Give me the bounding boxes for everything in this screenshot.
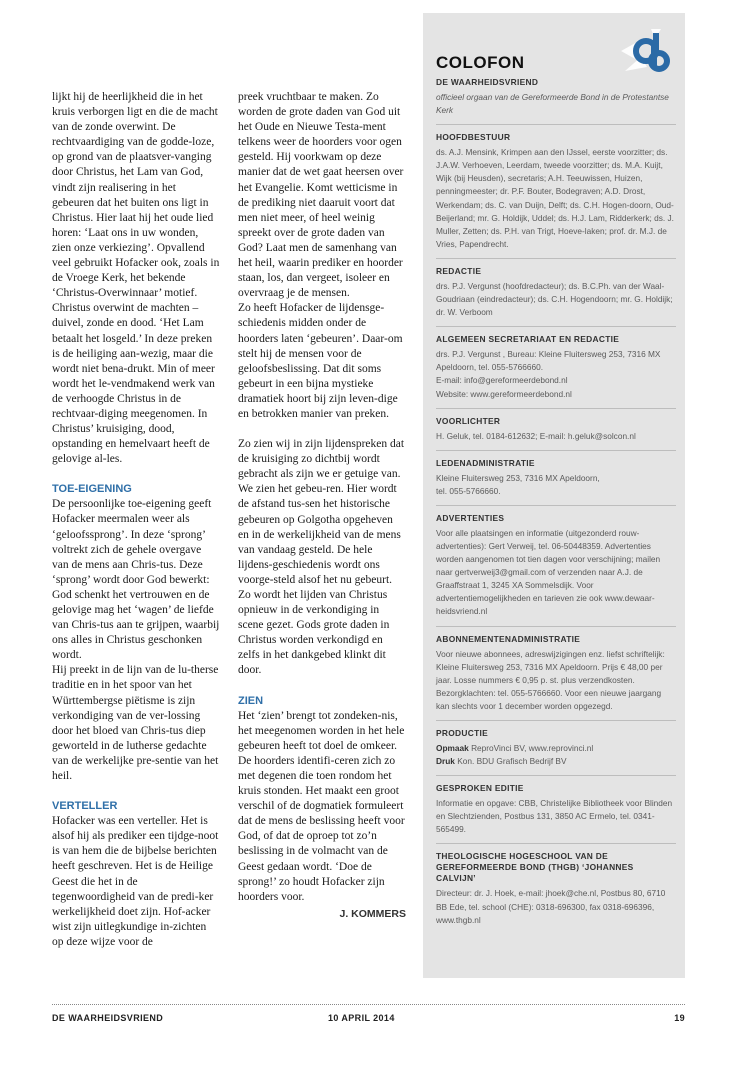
colofon-section-heading: ABONNEMENTENADMINISTRATIE	[436, 633, 581, 644]
article-column-2	[238, 90, 406, 922]
colofon-section	[436, 783, 676, 844]
colofon-section	[436, 416, 676, 451]
colofon-section-heading: THEOLOGISCHE HOGESCHOOL VAN DE GEREFORMEERDE BOND (THGB) ‘JOHANNES CALVIJN’	[436, 851, 634, 884]
colofon-line: Website: www.gereformeerdebond.nl	[436, 388, 572, 399]
colofon-section-heading: HOOFDBESTUUR	[436, 132, 511, 143]
colofon-section	[436, 851, 676, 933]
colofon-label: Opmaak	[436, 743, 469, 753]
article-column-1	[52, 90, 220, 950]
colofon-line: officieel orgaan van de Gereformeerde Bond in de Protestantse Kerk	[436, 92, 669, 116]
colofon-value: Kon. BDU Grafisch Bedrijf BV	[457, 756, 567, 767]
colofon-line: Directeur: dr. J. Hoek, e-mail: jhoek@che.nl, Postbus 80, 6710 BB Ede, tel. school (CHE): 0318-696300, fax 0318-696396, www.thgb.nl	[436, 888, 666, 925]
page-footer	[52, 1004, 685, 1023]
colofon-line: Voor alle plaatsingen en informatie (uitgezonderd rouw-advertenties): Gert Verweij, tel. 06-50448359. Advertenties worden aangenomen tot tien dagen voor verschijning; mailen naar gertverweij3@gmail.com of verzenden naar A.J. de Graaffstraat 1, 3245 XA Sommelsdijk. Voor advertentiemogelijkheden en tarieven zie ook www.dewaar-heidsvriend.nl	[436, 527, 661, 617]
paragraph: preek vruchtbaar te maken. Zo worden de grote daden van God uit het Oude en Nieuwe Testa-ment telkens weer de hoorders voor ogen gesteld. Hij voorkwam op deze manier dat de wet gaat heersen over het Evangelie. Komt wetticisme in de prediking niet daaruit voort dat men niet meer, of heel weinig spreekt over de grote daden van God? Laat men de samenhang van het heil, waarin prediker en hoorder staan, los, dan vergeet, isoleer en overvraag je de mensen.	[238, 91, 404, 300]
paragraph: Hofacker was een verteller. Het is alsof hij als prediker een tijdge-noot is van hem die de bijbelse berichten heeft geschreven. Het is de Heilige Geest die het in de tegenwoordigheid van de predi-ker werkelijkheid doet zijn. Hof-acker wist zijn uitlegkundige in-zichten op deze wijze voor de	[52, 815, 219, 948]
colofon-section	[436, 458, 676, 506]
paragraph: Het ‘zien’ brengt tot zondeken-nis, het meegenomen worden in het hele gebeuren heeft tot doel de omkeer. De hoorders identifi-ceren zich zo met degenen die toen rondom het kruis stonden. Het maakt een groot verschil of de dogmatiek formuleert dat de mens de beslissing heeft voor God, of dat de oproep tot zo’n beslissing in de volmacht van de Geest gedaan wordt. ‘Doe de sprong!’ zo houdt Hofacker zijn hoorders voor.	[238, 709, 405, 903]
colofon-line: ds. A.J. Mensink, Krimpen aan den IJssel, eerste voorzitter; ds. J.A.W. Verhoeven, Leerdam, tweede voorzitter; ds. M.A. Kuijt, Wijk (bij Heusden), secretaris; A.H. Teeuwissen, Huizen, penningmeester; dr. P.F. Bouter, Bodegraven; A.D. Drost, Werkendam; ds. C. van Duijn, Delft; ds. C.H. Hogen-doorn, Oud-Beijerland; mr. G. Holdijk, Uddel; ds. H.J. Lam, Ridderkerk; ds. J. Muller, Zetten; ds. P.H. van Trigt, Hoeve-laken; prof. dr. M.J. de Vries, Papendrecht.	[436, 147, 674, 249]
colofon-line: Voor nieuwe abonnees, adreswijzigingen enz. liefst schriftelijk: Kleine Fluitersweg 253, 7316 MX Apeldoorn. Prijs € 48,00 per jaar. Losse nummers € 0,95 p. st. plus verzendkosten. Bezorgklachten: tel. 055-5766660. Voor een nieuwe jaargang kan slechts voor 1 december worden opgezegd.	[436, 648, 665, 711]
colofon-line: drs. P.J. Vergunst , Bureau: Kleine Fluitersweg 253, 7316 MX Apeldoorn, tel. 055-5766660.	[436, 349, 661, 373]
colofon-section	[436, 728, 676, 776]
colofon-section	[436, 132, 676, 259]
colofon-line: E-mail: info@gereformeerdebond.nl	[436, 375, 568, 386]
colofon-section-heading: GESPROKEN EDITIE	[436, 783, 524, 794]
colofon-line	[436, 755, 676, 768]
colofon-line	[436, 742, 676, 755]
colofon-section-heading: LEDENADMINISTRATIE	[436, 457, 535, 468]
colofon-section-heading: REDACTIE	[436, 265, 482, 276]
section-heading: VERTELLER	[52, 800, 118, 813]
colofon-section-heading: ADVERTENTIES	[436, 512, 505, 523]
colofon-section-heading: PRODUCTIE	[436, 728, 489, 738]
page-number: 19	[674, 1013, 685, 1023]
colofon-section-heading: DE WAARHEIDSVRIEND	[436, 77, 539, 87]
colofon-title: COLOFON	[436, 53, 525, 72]
colofon-sections	[436, 77, 676, 934]
paragraph: Zo heeft Hofacker de lijdensge-schiedenis midden onder de hoorders laten ‘gebeuren’. Daar-om stelt hij de mensen voor de geloofsbeslissing. Dat dit soms gebeurt in een bijna mystieke dramatiek hoort bij zijn leven-dige en betrokken manier van preken.	[238, 302, 403, 420]
section-heading: ZIEN	[238, 694, 264, 707]
paragraph: De persoonlijke toe-eigening geeft Hofacker meermalen weer als ‘geloofssprong’. In deze ‘sprong’ voltrekt zich de gehele overgave van de mens aan Chris-tus. Deze ‘sprong’ wordt door God bewerkt: God schenkt het vertrouwen en de gelovige mag het ‘wagen’ de liefde van Chris-tus aan te grijpen, waarbij ons alles in Christus geschonken wordt.	[52, 498, 220, 662]
colofon-section-heading: VOORLICHTER	[436, 415, 501, 426]
colofon-line: tel. 055-5766660.	[436, 485, 501, 496]
colofon-label: Druk	[436, 756, 455, 767]
colofon-line: Informatie en opgave: CBB, Christelijke Bibliotheek voor Blinden en Slechtzienden, Postbus 131, 3850 AC Ermelo, tel. 0341-565499.	[436, 798, 673, 835]
colofon-section	[436, 334, 676, 408]
colofon-line: H. Geluk, tel. 0184-612632; E-mail: h.geluk@solcon.nl	[436, 430, 636, 441]
author-signature: J. KOMMERS	[339, 907, 406, 920]
footer-date: 10 APRIL 2014	[328, 1013, 395, 1023]
paragraph: Zo zien wij in zijn lijdenspreken dat de kruisiging zo dichtbij wordt gebracht als zijn we er getuige van. We zien het gebeu-ren. Hier wordt de afstand tus-sen het historische gebeuren op Golgotha opgeheven en in de werkelijkheid van de mens van vandaag gesteld. De hele lijdens-geschiedenis wordt ons voorge-steld alsof het nu gebeurt. Zo wordt het lijden van Christus opnieuw in de verkondiging in scene gezet. Gods grote daden in Christus worden verkondigd en zelfs in het dankgebed klinkt dit door.	[238, 438, 405, 677]
section-heading: TOE-EIGENING	[52, 483, 132, 496]
colofon-section	[436, 266, 676, 327]
colofon-value: ReproVinci BV, www.reprovinci.nl	[471, 743, 594, 753]
colofon-section	[436, 513, 676, 627]
colofon-line: drs. P.J. Vergunst (hoofdredacteur); ds. B.C.Ph. van der Waal-Goudriaan (eindredacteur); ds. C.H. Hogendoorn; mr. G. Holdijk; dr. W. Verboom	[436, 280, 673, 318]
footer-publication: DE WAARHEIDSVRIEND	[52, 1013, 164, 1023]
colofon-section	[436, 77, 676, 125]
colofon-line: Kleine Fluitersweg 253, 7316 MX Apeldoorn,	[436, 472, 600, 483]
paragraph: lijkt hij de heerlijkheid die in het kruis verborgen ligt en die de macht van de zonde overwint. De rechtvaardiging van de godde-loze, op grond van de plaatsver-vanging door Christus, het Lam van God, vindt zijn realisering in het gebeuren dat het buiten ons ligt in Christus. Hier laat hij het oude lied horen: ‘Laat ons in uw wonden, zien onze verkiezing’. Opvallend veel gebruikt Hofacker ook, zoals in de Vroege Kerk, het bekende ‘Christus-Overwinnaar’ motief. Christus overwint de machten – duivel, zonde en dood. ‘Het Lam betaalt het losgeld.’ In deze preken is de heiliging aan-wezig, maar die wordt niet bena-drukt. Min of meer wordt het le-vendmakend werk van de verhoogde Christus in de rechtvaar-diging meegenomen. In Christus’ kruisiging, dood, opstanding en hemelvaart heeft de gelovige al-les.	[52, 91, 220, 466]
colofon-section	[436, 634, 676, 721]
paragraph: Hij preekt in de lijn van de lu-therse traditie en in het spoor van het Württembergse piëtisme is zijn verkondiging van de ver-lossing door het bloed van Chris-tus diep geworteld in de lutherse gedachte van de werkelijke pre-sentie van het heil.	[52, 664, 219, 783]
colofon-section-heading: ALGEMEEN SECRETARIAAT EN REDACTIE	[436, 334, 620, 345]
colofon-sidebar	[423, 13, 685, 978]
